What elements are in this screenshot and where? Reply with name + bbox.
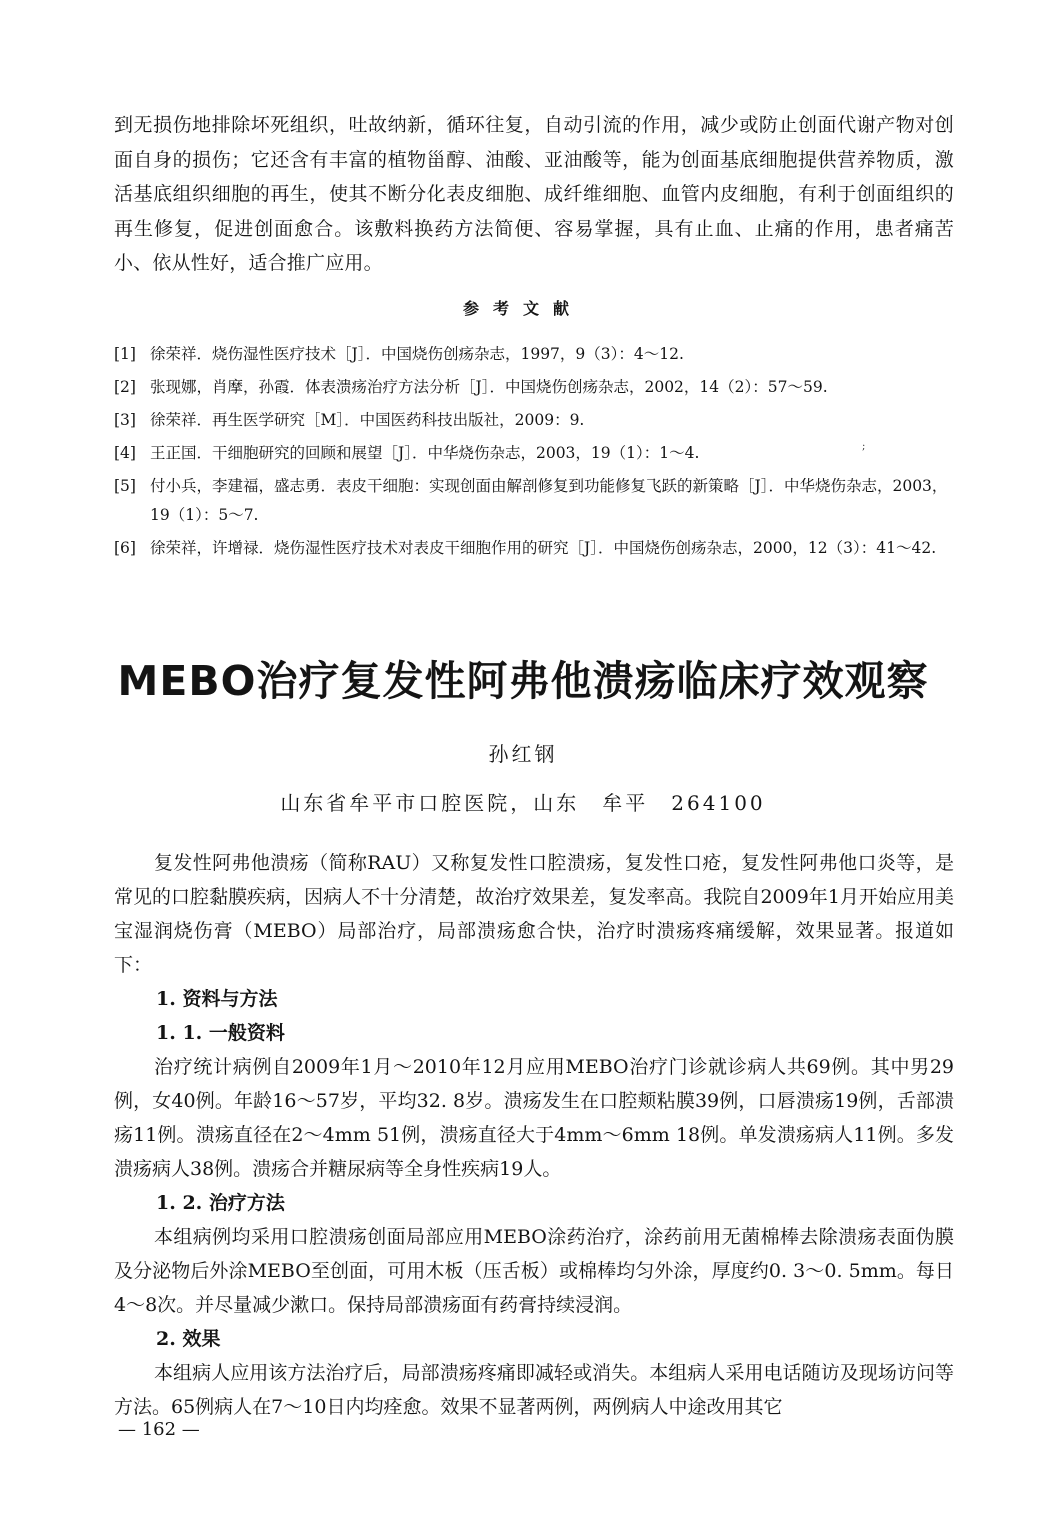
article-affiliation: 山东省牟平市口腔医院，山东 牟平 264100: [280, 791, 766, 815]
reference-list: [114, 340, 958, 567]
section-heading: 1. 资料与方法: [156, 988, 278, 1010]
reference-item: [114, 439, 958, 468]
reference-number: [4]: [114, 444, 136, 462]
reference-item: [114, 373, 958, 402]
subsection-heading: 1. 1. 一般资料: [156, 1022, 285, 1044]
article-body: [114, 846, 954, 1424]
general-data-paragraph: 治疗统计病例自2009年1月～2010年12月应用MEBO治疗门诊就诊病人共69例。其中男29例，女40例。年龄16～57岁，平均32. 8岁。溃疡发生在口腔颊粘膜39例，口唇溃疡19例，舌部溃疡11例。溃疡直径在2～4mm 51例，溃疡直径大于4mm～6mm 18例。单发溃疡病人11例。多发溃疡病人38例。溃疡合并糖尿病等全身性疾病19人。: [114, 1056, 954, 1180]
reference-number: [5]: [114, 477, 136, 495]
reference-text: 王正国．干细胞研究的回顾和展望［J］．中华烧伤杂志，2003，19（1）：1～4.: [150, 444, 700, 462]
references-heading: 参考文献: [462, 299, 583, 318]
intro-paragraph: 复发性阿弗他溃疡（简称RAU）又称复发性口腔溃疡，复发性口疮，复发性阿弗他口炎等，是常见的口腔黏膜疾病，因病人不十分清楚，故治疗效果差，复发率高。我院自2009年1月开始应用美宝湿润烧伤膏（MEBO）局部治疗，局部溃疡愈合快，治疗时溃疡疼痛缓解，效果显著。报道如下：: [114, 852, 954, 976]
reference-item: [114, 472, 958, 530]
results-paragraph: 本组病人应用该方法治疗后，局部溃疡疼痛即减轻或消失。本组病人采用电话随访及现场访问等方法。65例病人在7～10日内均痊愈。效果不显著两例，两例病人中途改用其它: [114, 1362, 954, 1418]
reference-item: [114, 340, 958, 369]
reference-number: [3]: [114, 411, 136, 429]
reference-text: 付小兵，李建福，盛志勇．表皮干细胞：实现创面由解剖修复到功能修复飞跃的新策略［J］．中华烧伤杂志，2003，19（1）：5～7.: [150, 477, 948, 524]
section-heading: 2. 效果: [156, 1328, 221, 1350]
reference-number: [6]: [114, 539, 136, 557]
reference-item: [114, 406, 958, 435]
reference-number: [2]: [114, 378, 136, 396]
stray-mark: ;: [862, 441, 866, 452]
reference-text: 张现娜，肖摩，孙霞．体表溃疡治疗方法分析［J］．中国烧伤创疡杂志，2002，14（2）：57～59.: [150, 378, 828, 396]
reference-number: [1]: [114, 345, 136, 363]
page-number: — 162 —: [118, 1419, 200, 1440]
reference-text: 徐荣祥．烧伤湿性医疗技术［J］．中国烧伤创疡杂志，1997，9（3）：4～12.: [150, 345, 684, 363]
reference-item: [114, 534, 958, 563]
article-author: 孙红钢: [488, 742, 558, 766]
reference-text: 徐荣祥．再生医学研究［M］．中国医药科技出版社，2009：9.: [150, 411, 585, 429]
continued-paragraph: 到无损伤地排除坏死组织，吐故纳新，循环往复，自动引流的作用，减少或防止创面代谢产物对创面自身的损伤；它还含有丰富的植物甾醇、油酸、亚油酸等，能为创面基底细胞提供营养物质，激活基底组织细胞的再生，使其不断分化表皮细胞、成纤维细胞、血管内皮细胞，有利于创面组织的再生修复，促进创面愈合。该敷料换药方法简便、容易掌握，具有止血、止痛的作用，患者痛苦小、依从性好，适合推广应用。: [114, 114, 954, 274]
treatment-paragraph: 本组病例均采用口腔溃疡创面局部应用MEBO涂药治疗，涂药前用无菌棉棒去除溃疡表面伪膜及分泌物后外涂MEBO至创面，可用木板（压舌板）或棉棒均匀外涂，厚度约0. 3～0. 5mm。每日4～8次。并尽量减少漱口。保持局部溃疡面有药膏持续浸润。: [114, 1226, 954, 1316]
article-title: MEBO治疗复发性阿弗他溃疡临床疗效观察: [117, 657, 929, 705]
subsection-heading: 1. 2. 治疗方法: [156, 1192, 285, 1214]
reference-text: 徐荣祥，许增禄．烧伤湿性医疗技术对表皮干细胞作用的研究［J］．中国烧伤创疡杂志，2000，12（3）：41～42.: [150, 539, 937, 557]
